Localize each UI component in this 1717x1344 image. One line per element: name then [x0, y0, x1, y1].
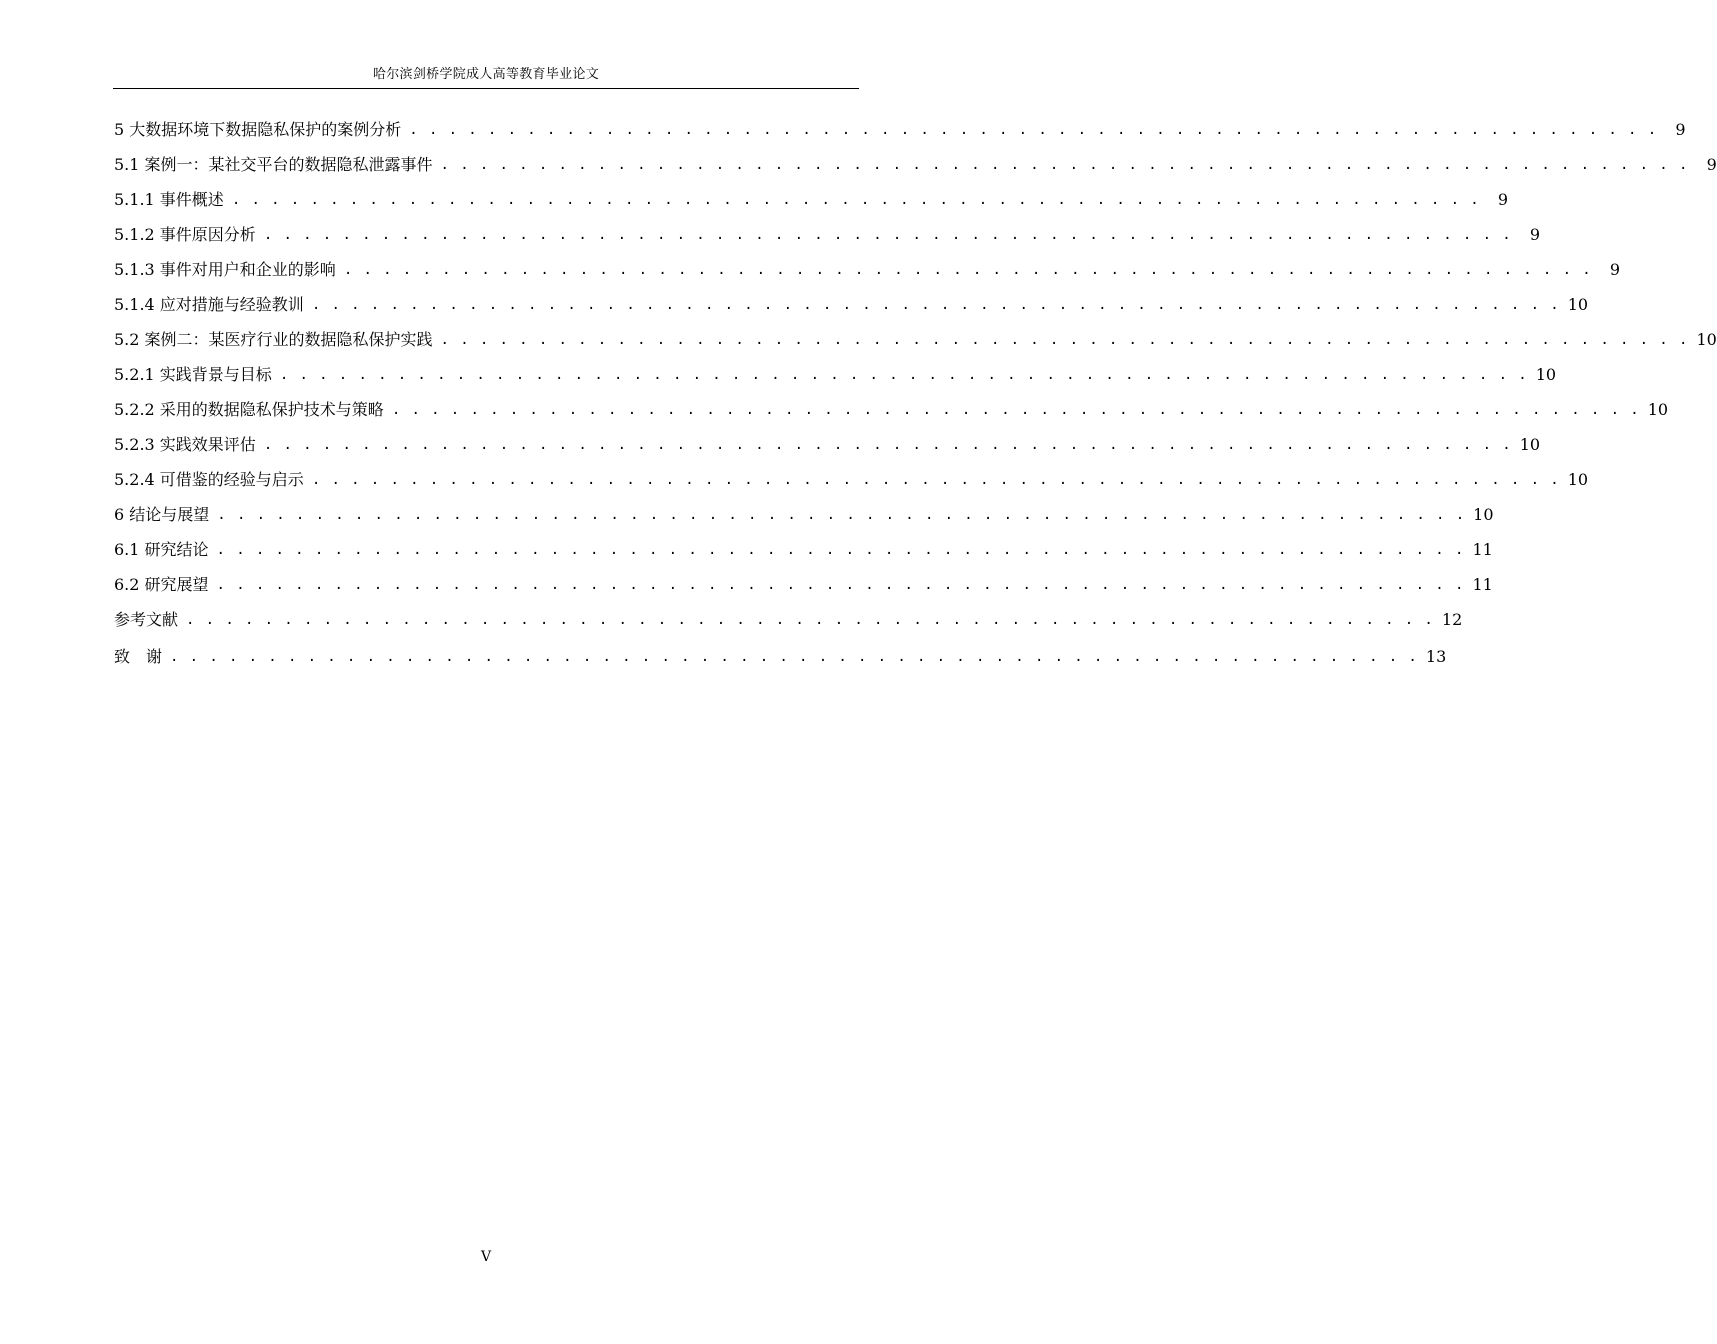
toc-page-number: 11 — [1472, 540, 1493, 559]
toc-dot-leader: . . . . . . . . . . . . . . . . . . . . . . . . . . . . . . . . . . . . . . . . . . . . . . . . . . . . . . . . . . . . . . . . — [231, 192, 1481, 208]
toc-entry-label: 5.1.3 事件对用户和企业的影响 — [114, 260, 336, 279]
toc-entry[interactable] — [114, 293, 1589, 317]
toc-dot-leader: . . . . . . . . . . . . . . . . . . . . . . . . . . . . . . . . . . . . . . . . . . . . . . . . . . . . . . . . . . . . . . . . — [409, 122, 1658, 138]
toc-entry-label: 致 谢 — [114, 647, 163, 666]
toc-entry[interactable] — [114, 398, 1669, 422]
toc-entry-label: 6 结论与展望 — [114, 505, 210, 524]
toc-entry-label: 5.1 案例一：某社交平台的数据隐私泄露事件 — [114, 155, 433, 174]
toc-dot-leader: . . . . . . . . . . . . . . . . . . . . . . . . . . . . . . . . . . . . . . . . . . . . . . . . . . . . . . . . . . . . . . . . — [186, 612, 1435, 628]
toc-entry[interactable] — [114, 153, 1717, 177]
toc-page-number: 9 — [1706, 155, 1717, 174]
toc-dot-leader: . . . . . . . . . . . . . . . . . . . . . . . . . . . . . . . . . . . . . . . . . . . . . . . . . . . . . . . . . . . . . . . . — [279, 367, 1529, 383]
toc-dot-leader: . . . . . . . . . . . . . . . . . . . . . . . . . . . . . . . . . . . . . . . . . . . . . . . . . . . . . . . . . . . . . . . . — [216, 542, 1465, 558]
toc-page-number: 12 — [1441, 610, 1463, 629]
toc-dot-leader: . . . . . . . . . . . . . . . . . . . . . . . . . . . . . . . . . . . . . . . . . . . . . . . . . . . . . . . . . . . . . . . . — [391, 402, 1641, 418]
toc-page-number: 13 — [1425, 647, 1447, 666]
toc-page-number: 10 — [1567, 470, 1589, 489]
toc-dot-leader: . . . . . . . . . . . . . . . . . . . . . . . . . . . . . . . . . . . . . . . . . . . . . . . . . . . . . . . . . . . . . . . . — [311, 472, 1561, 488]
toc-page-number: 10 — [1567, 295, 1589, 314]
toc-entry-label: 5.1.4 应对措施与经验教训 — [114, 295, 304, 314]
toc-dot-leader: . . . . . . . . . . . . . . . . . . . . . . . . . . . . . . . . . . . . . . . . . . . . . . . . . . . . . . . . . . . . . . . . — [440, 332, 1689, 348]
toc-entry[interactable] — [114, 503, 1494, 527]
page-header: 哈尔滨剑桥学院成人高等教育毕业论文 — [372, 67, 600, 82]
toc-dot-leader: . . . . . . . . . . . . . . . . . . . . . . . . . . . . . . . . . . . . . . . . . . . . . . . . . . . . . . . . . . . . . . . . — [263, 227, 1513, 243]
toc-page-number: 9 — [1609, 260, 1621, 279]
toc-entry[interactable] — [114, 433, 1541, 457]
toc-entry-label: 5.2.3 实践效果评估 — [114, 435, 256, 454]
toc-entry[interactable] — [114, 363, 1557, 387]
toc-entry-label: 5 大数据环境下数据隐私保护的案例分析 — [114, 120, 402, 139]
toc-entry[interactable] — [114, 468, 1589, 492]
toc-page-number: 10 — [1696, 330, 1717, 349]
toc-entry[interactable] — [114, 223, 1541, 247]
toc-entry-label: 6.1 研究结论 — [114, 540, 209, 559]
toc-entry[interactable] — [114, 258, 1621, 282]
toc-entry[interactable] — [114, 188, 1509, 212]
toc-entry[interactable] — [114, 328, 1717, 352]
toc-dot-leader: . . . . . . . . . . . . . . . . . . . . . . . . . . . . . . . . . . . . . . . . . . . . . . . . . . . . . . . . . . . . . . . . — [343, 262, 1593, 278]
toc-entry[interactable] — [114, 538, 1493, 562]
toc-page-number: 9 — [1497, 190, 1509, 209]
toc-entry[interactable] — [114, 645, 1447, 669]
toc-entry-label: 5.1.2 事件原因分析 — [114, 225, 256, 244]
toc-page-number: 9 — [1529, 225, 1541, 244]
toc-page-number: 10 — [1535, 365, 1557, 384]
toc-dot-leader: . . . . . . . . . . . . . . . . . . . . . . . . . . . . . . . . . . . . . . . . . . . . . . . . . . . . . . . . . . . . . . . . — [217, 507, 1466, 523]
toc-entry[interactable] — [114, 118, 1686, 142]
toc-page-number: 10 — [1647, 400, 1669, 419]
toc-entry[interactable] — [114, 573, 1493, 597]
header-divider — [113, 88, 859, 89]
toc-entry-label: 5.2.4 可借鉴的经验与启示 — [114, 470, 304, 489]
toc-dot-leader: . . . . . . . . . . . . . . . . . . . . . . . . . . . . . . . . . . . . . . . . . . . . . . . . . . . . . . . . . . . . . . . . — [170, 649, 1419, 665]
toc-page-number: 11 — [1472, 575, 1493, 594]
toc-dot-leader: . . . . . . . . . . . . . . . . . . . . . . . . . . . . . . . . . . . . . . . . . . . . . . . . . . . . . . . . . . . . . . . . — [263, 437, 1513, 453]
toc-entry-label: 5.1.1 事件概述 — [114, 190, 224, 209]
toc-entry-label: 参考文献 — [114, 610, 179, 629]
toc-entry-label: 5.2 案例二：某医疗行业的数据隐私保护实践 — [114, 330, 433, 349]
toc-dot-leader: . . . . . . . . . . . . . . . . . . . . . . . . . . . . . . . . . . . . . . . . . . . . . . . . . . . . . . . . . . . . . . . . — [440, 157, 1689, 173]
toc-page-number: 9 — [1675, 120, 1686, 139]
toc-entry-label: 5.2.1 实践背景与目标 — [114, 365, 272, 384]
toc-dot-leader: . . . . . . . . . . . . . . . . . . . . . . . . . . . . . . . . . . . . . . . . . . . . . . . . . . . . . . . . . . . . . . . . — [216, 577, 1465, 593]
page-number: V — [480, 1249, 492, 1265]
toc-entry[interactable] — [114, 608, 1463, 632]
toc-page-number: 10 — [1473, 505, 1494, 524]
toc-entry-label: 5.2.2 采用的数据隐私保护技术与策略 — [114, 400, 384, 419]
toc-dot-leader: . . . . . . . . . . . . . . . . . . . . . . . . . . . . . . . . . . . . . . . . . . . . . . . . . . . . . . . . . . . . . . . . — [311, 297, 1561, 313]
toc-page-number: 10 — [1519, 435, 1541, 454]
toc-entry-label: 6.2 研究展望 — [114, 575, 209, 594]
